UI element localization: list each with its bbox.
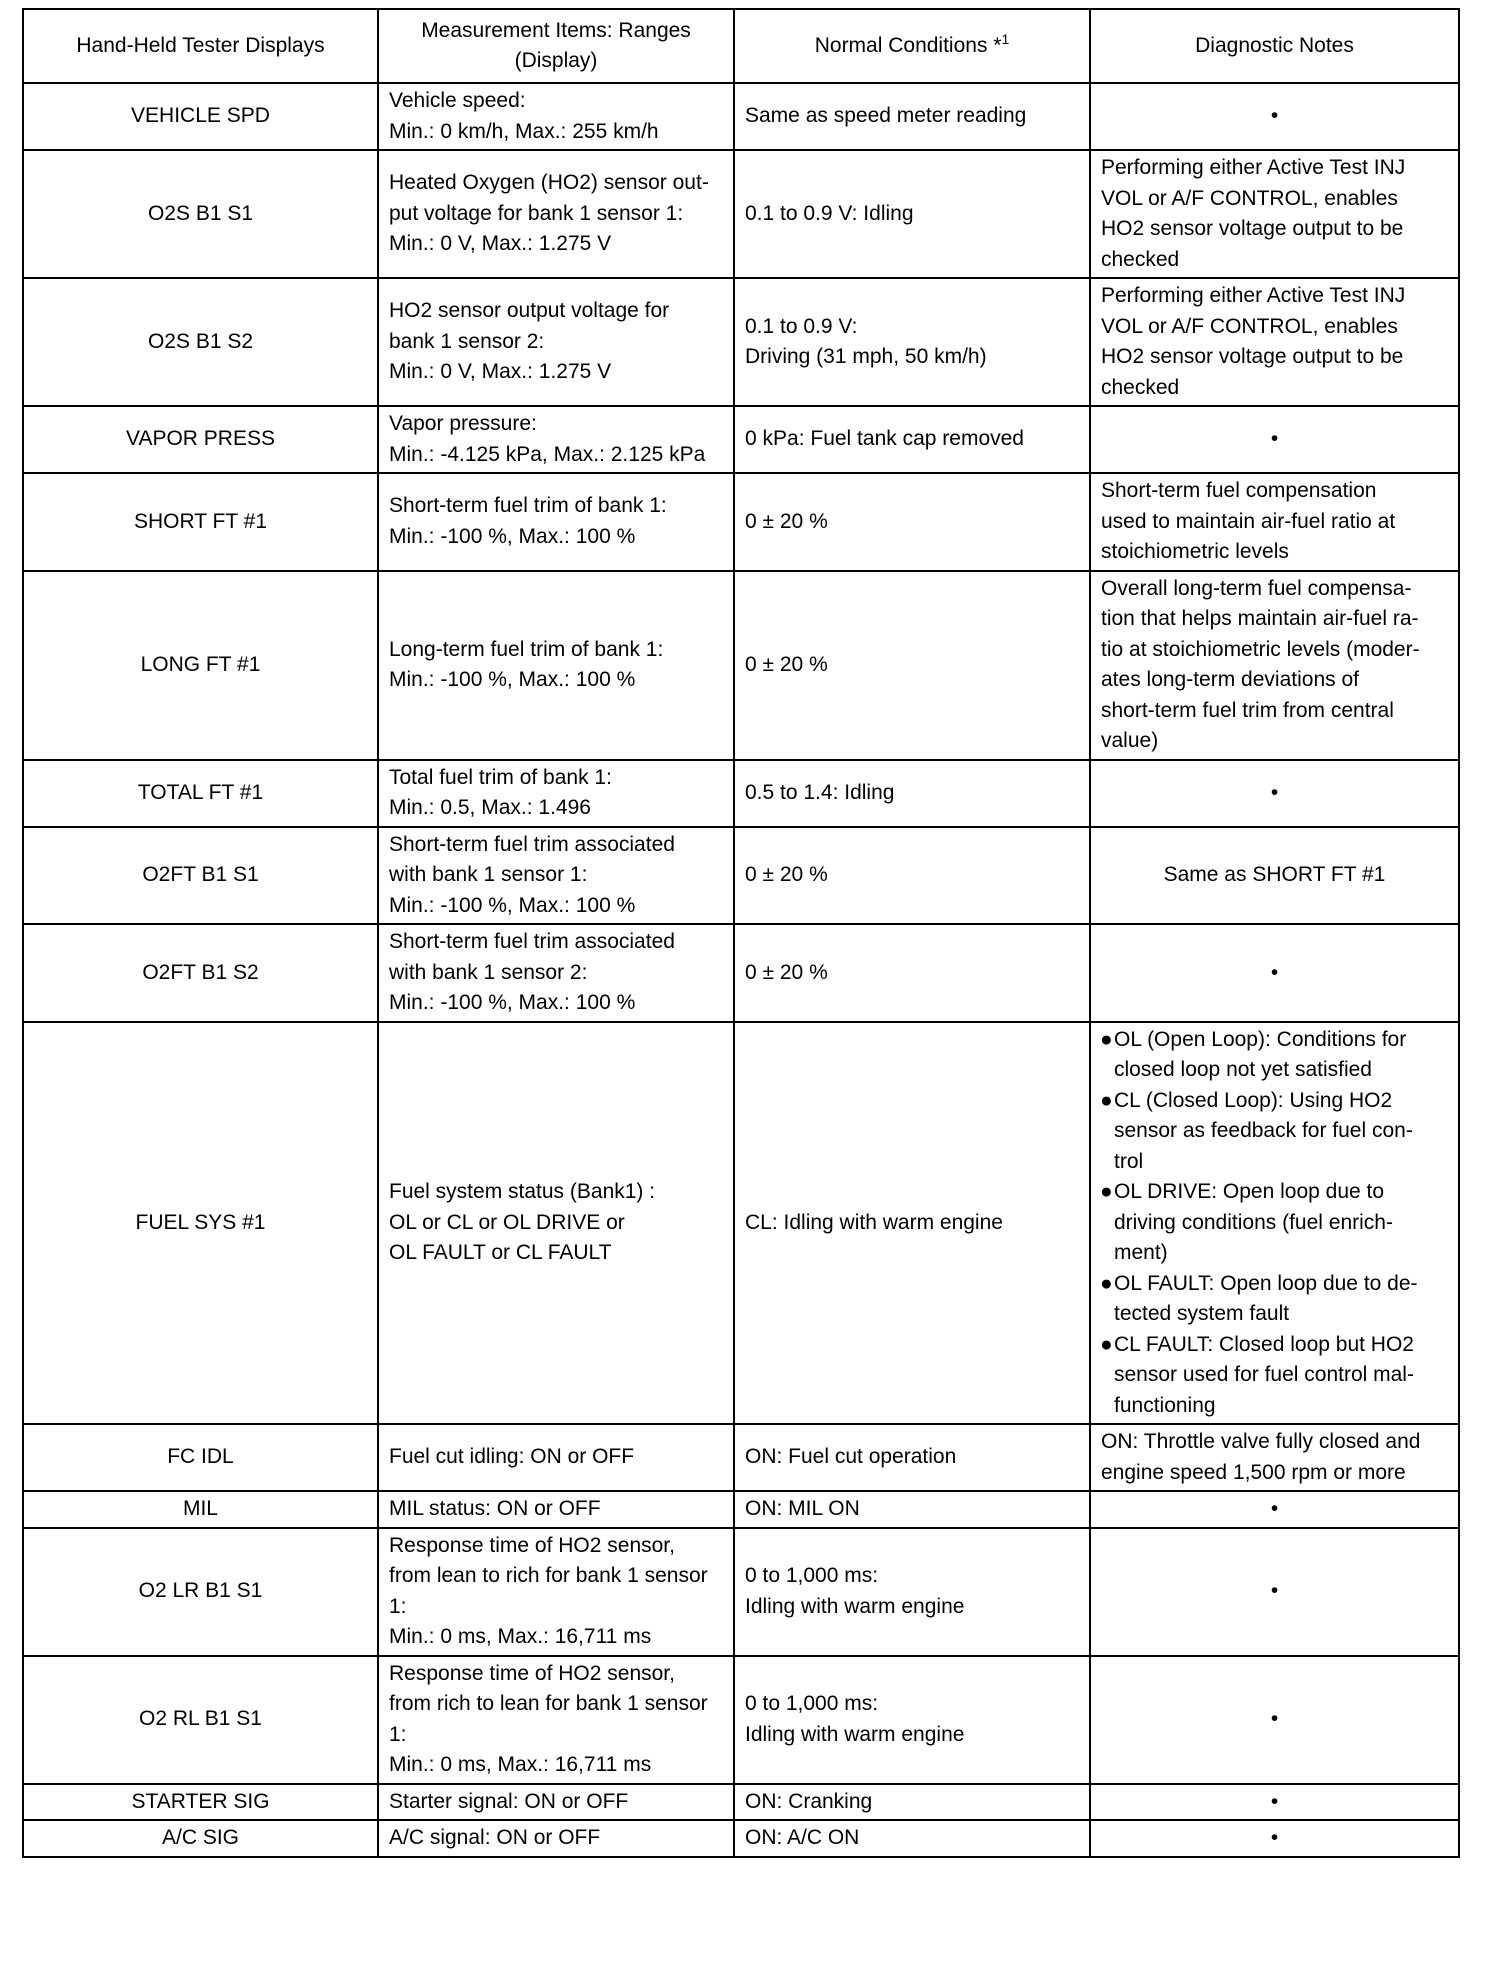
tester-display-cell: O2S B1 S1 <box>23 150 378 278</box>
tester-display-cell: MIL <box>23 1491 378 1528</box>
measurement-cell-line: Min.: 0 V, Max.: 1.275 V <box>389 360 612 384</box>
list-item <box>1101 1086 1448 1178</box>
list-item <box>1101 1177 1448 1269</box>
measurement-cell <box>378 150 734 278</box>
list-item-line: functioning <box>1114 1393 1216 1417</box>
normal-conditions-cell <box>734 760 1090 827</box>
table-row <box>23 1784 1459 1821</box>
measurement-cell <box>378 406 734 473</box>
measurement-cell-line: Min.: -4.125 kPa, Max.: 2.125 kPa <box>389 442 706 466</box>
list-item-line: CL FAULT: Closed loop but HO2 <box>1114 1332 1414 1356</box>
diagnostic-notes-cell-line: used to maintain air-fuel ratio at <box>1101 509 1396 533</box>
measurement-cell-line: Short-term fuel trim associated <box>389 832 675 856</box>
diagnostic-notes-cell-line: tio at stoichiometric levels (moder- <box>1101 637 1420 661</box>
measurement-cell-line: Short-term fuel trim of bank 1: <box>389 494 667 518</box>
measurement-cell <box>378 571 734 760</box>
measurement-cell-line: from rich to lean for bank 1 sensor <box>389 1692 708 1715</box>
normal-conditions-cell <box>734 473 1090 571</box>
diagnostic-notes-cell <box>1090 278 1459 406</box>
list-item-line: OL (Open Loop): Conditions for <box>1114 1027 1407 1051</box>
measurement-cell-line: A/C signal: ON or OFF <box>389 1826 601 1849</box>
normal-conditions-cell-line: ON: A/C ON <box>745 1826 860 1849</box>
diagnostic-notes-cell-line: Short-term fuel compensation <box>1101 479 1377 502</box>
diagnostic-notes-cell-line: • <box>1270 1789 1279 1813</box>
normal-conditions-cell-line: Idling with warm engine <box>745 1594 965 1618</box>
table-row <box>23 473 1459 571</box>
measurement-cell-line: Min.: 0.5, Max.: 1.496 <box>389 796 591 819</box>
table-row <box>23 1491 1459 1528</box>
measurement-cell-line: Min.: 0 ms, Max.: 16,711 ms <box>389 1625 652 1648</box>
diagnostic-notes-cell-line: Overall long-term fuel compensa- <box>1101 576 1412 600</box>
measurement-cell-line: put voltage for bank 1 sensor 1: <box>389 201 684 225</box>
normal-conditions-cell-line: 0.5 to 1.4: Idling <box>745 780 895 804</box>
list-item-line: OL FAULT: Open loop due to de- <box>1114 1271 1418 1295</box>
bullet-icon: ● <box>1100 1271 1113 1295</box>
diagnostic-notes-cell <box>1090 1424 1459 1491</box>
measurement-cell <box>378 760 734 827</box>
list-item <box>1101 1269 1448 1330</box>
measurement-cell-line: Min.: -100 %, Max.: 100 % <box>389 991 636 1014</box>
tester-display-cell: STARTER SIG <box>23 1784 378 1821</box>
tester-display-cell: FUEL SYS #1 <box>23 1022 378 1425</box>
normal-conditions-cell <box>734 1820 1090 1857</box>
normal-conditions-cell-line: 0 ± 20 % <box>745 960 828 984</box>
list-item-line: closed loop not yet satisfied <box>1114 1058 1372 1081</box>
diagnostic-notes-cell <box>1090 924 1459 1022</box>
diagnostic-notes-cell-line: VOL or A/F CONTROL, enables <box>1101 314 1398 338</box>
normal-conditions-cell <box>734 1784 1090 1821</box>
list-item <box>1101 1025 1448 1086</box>
measurement-cell <box>378 924 734 1022</box>
tester-display-cell: SHORT FT #1 <box>23 473 378 571</box>
measurement-cell <box>378 473 734 571</box>
normal-conditions-cell <box>734 924 1090 1022</box>
diagnostic-notes-cell-line: Same as SHORT FT #1 <box>1163 863 1386 886</box>
normal-conditions-cell-line: Driving (31 mph, 50 km/h) <box>745 345 987 368</box>
measurement-cell <box>378 278 734 406</box>
tester-display-cell: LONG FT #1 <box>23 571 378 760</box>
measurement-cell <box>378 1784 734 1821</box>
measurement-cell-line: Min.: 0 km/h, Max.: 255 km/h <box>389 119 659 143</box>
diagnostic-notes-cell-line: • <box>1270 1707 1279 1731</box>
measurement-cell-line: from lean to rich for bank 1 sensor <box>389 1564 708 1587</box>
normal-conditions-cell <box>734 1424 1090 1491</box>
tester-display-cell: TOTAL FT #1 <box>23 760 378 827</box>
tester-display-cell: O2 RL B1 S1 <box>23 1656 378 1784</box>
tester-display-cell: O2FT B1 S1 <box>23 827 378 925</box>
normal-conditions-cell <box>734 150 1090 278</box>
tester-display-cell: O2FT B1 S2 <box>23 924 378 1022</box>
diagnostic-notes-cell <box>1090 150 1459 278</box>
measurement-cell-line: Response time of HO2 sensor, <box>389 1661 675 1685</box>
diagnostic-notes-cell <box>1090 1022 1459 1425</box>
normal-conditions-cell <box>734 1491 1090 1528</box>
diagnostic-notes-cell-line: stoichiometric levels <box>1101 540 1289 563</box>
normal-conditions-cell <box>734 83 1090 150</box>
normal-conditions-cell <box>734 571 1090 760</box>
data-list-table <box>22 8 1460 1858</box>
table-body <box>23 83 1459 1857</box>
list-item-line: sensor used for fuel control mal- <box>1114 1363 1414 1386</box>
table-row <box>23 924 1459 1022</box>
diagnostic-notes-cell <box>1090 1491 1459 1528</box>
diagnostic-notes-cell-line: ON: Throttle valve fully closed and <box>1101 1430 1421 1453</box>
diagnostic-notes-cell-line: • <box>1270 780 1279 804</box>
diagnostic-notes-cell-line: • <box>1270 1497 1279 1520</box>
normal-conditions-cell <box>734 278 1090 406</box>
normal-conditions-cell-line: Same as speed meter reading <box>745 104 1027 128</box>
table-row <box>23 1528 1459 1656</box>
normal-conditions-cell <box>734 827 1090 925</box>
measurement-cell-line: Fuel system status (Bank1) : <box>389 1180 656 1203</box>
measurement-cell-line: Vapor pressure: <box>389 412 537 435</box>
measurement-cell <box>378 1424 734 1491</box>
diagnostic-notes-cell <box>1090 571 1459 760</box>
measurement-cell <box>378 1491 734 1528</box>
header-tester-displays: Hand-Held Tester Displays <box>23 9 378 83</box>
table-row <box>23 1656 1459 1784</box>
diagnostic-notes-cell <box>1090 473 1459 571</box>
measurement-cell-line: Response time of HO2 sensor, <box>389 1533 675 1557</box>
bullet-icon: ● <box>1100 1180 1113 1203</box>
normal-conditions-cell-line: ON: MIL ON <box>745 1497 860 1520</box>
header-measurement-items <box>378 9 734 83</box>
diagnostic-notes-cell-line: • <box>1270 104 1279 128</box>
table-row <box>23 83 1459 150</box>
measurement-cell <box>378 83 734 150</box>
tester-display-cell: A/C SIG <box>23 1820 378 1857</box>
header-normal-conditions <box>734 9 1090 83</box>
normal-conditions-cell-line: 0 kPa: Fuel tank cap removed <box>745 427 1024 451</box>
list-item-line: trol <box>1114 1149 1144 1173</box>
diagnostic-notes-cell <box>1090 1784 1459 1821</box>
diagnostic-notes-cell <box>1090 406 1459 473</box>
measurement-cell-line: 1: <box>389 1722 407 1746</box>
diagnostic-notes-cell-line: checked <box>1101 375 1180 399</box>
measurement-cell-line: Total fuel trim of bank 1: <box>389 765 612 789</box>
header-measurement-line1: Measurement Items: Ranges <box>421 18 691 42</box>
table-row <box>23 760 1459 827</box>
diagnostic-notes-cell-line: VOL or A/F CONTROL, enables <box>1101 186 1398 210</box>
measurement-cell <box>378 1656 734 1784</box>
header-measurement-line2: (Display) <box>514 49 598 72</box>
diagnostic-notes-cell-line: HO2 sensor voltage output to be <box>1101 345 1404 368</box>
normal-conditions-cell-line: 0 to 1,000 ms: <box>745 1692 879 1715</box>
diagnostic-notes-cell-line: short-term fuel trim from central <box>1101 698 1394 722</box>
measurement-cell <box>378 827 734 925</box>
normal-conditions-cell-line: 0.1 to 0.9 V: Idling <box>745 201 914 225</box>
status-bullet-list <box>1101 1025 1448 1422</box>
list-item-line: OL DRIVE: Open loop due to <box>1114 1180 1385 1203</box>
measurement-cell-line: Vehicle speed: <box>389 89 526 112</box>
table-row <box>23 571 1459 760</box>
normal-conditions-cell <box>734 1656 1090 1784</box>
bullet-icon: ● <box>1100 1027 1113 1051</box>
normal-conditions-cell <box>734 406 1090 473</box>
normal-conditions-cell-line: CL: Idling with warm engine <box>745 1210 1003 1234</box>
diagnostic-notes-cell-line: Performing either Active Test INJ <box>1101 284 1406 307</box>
measurement-cell-line: bank 1 sensor 2: <box>389 329 545 353</box>
measurement-cell-line: Min.: 0 ms, Max.: 16,711 ms <box>389 1753 652 1776</box>
header-footnote-mark: 1 <box>1001 30 1010 47</box>
diagnostic-notes-cell-line: ates long-term deviations of <box>1101 668 1359 691</box>
measurement-cell-line: OL or CL or OL DRIVE or <box>389 1210 625 1234</box>
list-item-line: driving conditions (fuel enrich- <box>1114 1210 1393 1234</box>
diagnostic-notes-cell <box>1090 760 1459 827</box>
measurement-cell-line: Heated Oxygen (HO2) sensor out- <box>389 171 709 195</box>
measurement-cell-line: Min.: -100 %, Max.: 100 % <box>389 524 636 548</box>
diagnostic-notes-cell-line: • <box>1270 1579 1279 1603</box>
table-header-row <box>23 9 1459 83</box>
header-normal-conditions-text: Normal Conditions * <box>814 33 1002 57</box>
measurement-cell-line: with bank 1 sensor 1: <box>389 863 588 886</box>
table-row <box>23 1424 1459 1491</box>
normal-conditions-cell-line: 0 ± 20 % <box>745 652 828 676</box>
measurement-cell-line: with bank 1 sensor 2: <box>389 960 588 984</box>
measurement-cell-line: Min.: -100 %, Max.: 100 % <box>389 668 636 691</box>
tester-display-cell: FC IDL <box>23 1424 378 1491</box>
diagnostic-notes-cell-line: • <box>1270 1826 1279 1849</box>
measurement-cell-line: Short-term fuel trim associated <box>389 930 675 953</box>
tester-display-cell: VEHICLE SPD <box>23 83 378 150</box>
normal-conditions-cell <box>734 1528 1090 1656</box>
normal-conditions-cell <box>734 1022 1090 1425</box>
diagnostic-notes-cell-line: • <box>1270 960 1279 984</box>
diagnostic-notes-cell <box>1090 83 1459 150</box>
diagnostic-notes-cell <box>1090 1656 1459 1784</box>
diagnostic-notes-cell <box>1090 1528 1459 1656</box>
normal-conditions-cell-line: 0.1 to 0.9 V: <box>745 314 858 338</box>
measurement-cell <box>378 1528 734 1656</box>
measurement-cell-line: HO2 sensor output voltage for <box>389 299 670 323</box>
normal-conditions-cell-line: 0 to 1,000 ms: <box>745 1564 879 1587</box>
list-item-line: tected system fault <box>1114 1302 1290 1325</box>
measurement-cell-line: 1: <box>389 1594 407 1618</box>
table-row <box>23 1820 1459 1857</box>
diagnostic-notes-cell <box>1090 827 1459 925</box>
bullet-icon: ● <box>1100 1088 1113 1112</box>
list-item <box>1101 1330 1448 1422</box>
list-item-line: CL (Closed Loop): Using HO2 <box>1114 1088 1393 1112</box>
normal-conditions-cell-line: ON: Cranking <box>745 1789 873 1813</box>
diagnostic-notes-cell <box>1090 1820 1459 1857</box>
measurement-cell-line: MIL status: ON or OFF <box>389 1497 601 1520</box>
tester-display-cell: O2 LR B1 S1 <box>23 1528 378 1656</box>
measurement-cell-line: Long-term fuel trim of bank 1: <box>389 637 664 661</box>
diagnostic-notes-cell-line: checked <box>1101 247 1180 271</box>
tester-display-cell: O2S B1 S2 <box>23 278 378 406</box>
table-row <box>23 827 1459 925</box>
list-item-line: sensor as feedback for fuel con- <box>1114 1119 1413 1142</box>
diagnostic-notes-cell-line: HO2 sensor voltage output to be <box>1101 217 1404 240</box>
list-item-line: ment) <box>1114 1241 1168 1264</box>
measurement-cell-line: Min.: -100 %, Max.: 100 % <box>389 893 636 917</box>
measurement-cell-line: Fuel cut idling: ON or OFF <box>389 1445 635 1469</box>
table-row <box>23 150 1459 278</box>
diagnostic-notes-cell-line: value) <box>1101 729 1159 752</box>
header-diagnostic-notes: Diagnostic Notes <box>1090 9 1459 83</box>
table-row <box>23 1022 1459 1425</box>
measurement-cell-line: Min.: 0 V, Max.: 1.275 V <box>389 232 612 256</box>
diagnostic-notes-cell-line: Performing either Active Test INJ <box>1101 156 1406 179</box>
diagnostic-notes-cell-line: engine speed 1,500 rpm or more <box>1101 1460 1406 1484</box>
bullet-icon: ● <box>1100 1332 1113 1356</box>
normal-conditions-cell-line: ON: Fuel cut operation <box>745 1445 957 1469</box>
table-row <box>23 278 1459 406</box>
diagnostic-notes-cell-line: • <box>1270 427 1279 451</box>
measurement-cell <box>378 1022 734 1425</box>
diagnostic-notes-cell-line: tion that helps maintain air-fuel ra- <box>1101 607 1419 630</box>
measurement-cell <box>378 1820 734 1857</box>
normal-conditions-cell-line: Idling with warm engine <box>745 1722 965 1746</box>
table-row <box>23 406 1459 473</box>
tester-display-cell: VAPOR PRESS <box>23 406 378 473</box>
measurement-cell-line: Starter signal: ON or OFF <box>389 1789 629 1813</box>
measurement-cell-line: OL FAULT or CL FAULT <box>389 1241 612 1264</box>
normal-conditions-cell-line: 0 ± 20 % <box>745 509 828 533</box>
normal-conditions-cell-line: 0 ± 20 % <box>745 863 828 886</box>
